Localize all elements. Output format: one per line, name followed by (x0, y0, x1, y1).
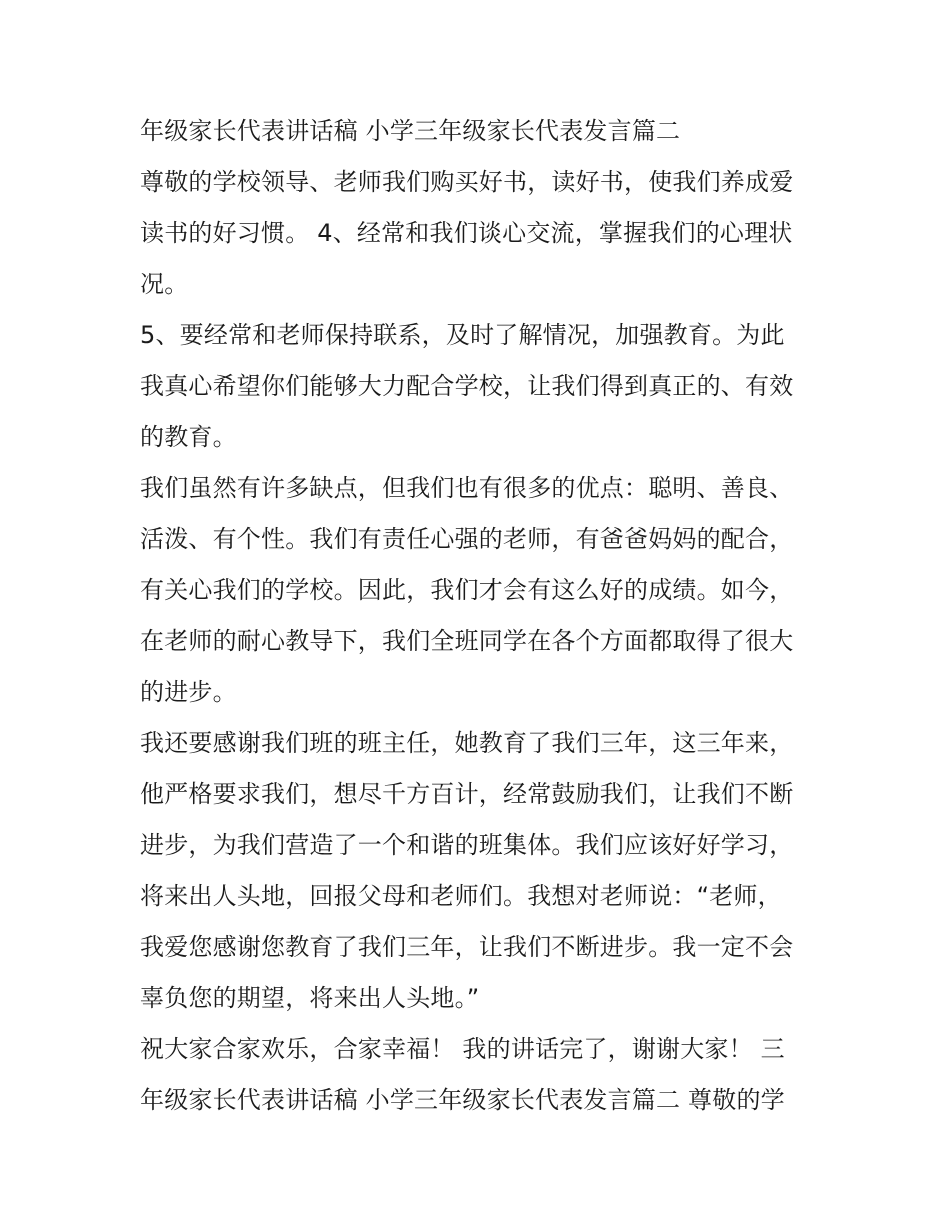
text-line: 进步，为我们营造了一个和谐的班集体。我们应该好好学习， (140, 831, 794, 859)
text-line: 我们虽然有许多缺点，但我们也有很多的优点：聪明、善良、 (140, 474, 794, 502)
text-line: 祝大家合家欢乐，合家幸福！ 我的讲话完了，谢谢大家！ 三 (140, 1035, 785, 1063)
text-line: 在老师的耐心教导下，我们全班同学在各个方面都取得了很大 (140, 627, 794, 655)
text-line: 况。 (140, 270, 189, 298)
text-line: 我真心希望你们能够大力配合学校，让我们得到真正的、有效 (140, 372, 794, 400)
text-line: 有关心我们的学校。因此，我们才会有这么好的成绩。如今， (140, 576, 794, 604)
document-body (140, 106, 820, 1126)
text-line: 5、要经常和老师保持联系，及时了解情况，加强教育。为此 (140, 321, 785, 349)
text-line: 他严格要求我们，想尽千方百计，经常鼓励我们，让我们不断 (140, 780, 794, 808)
text-line: 活泼、有个性。我们有责任心强的老师，有爸爸妈妈的配合， (140, 525, 794, 553)
text-line: 读书的好习惯。 4、经常和我们谈心交流，掌握我们的心理状 (140, 219, 793, 247)
text-line: 将来出人头地，回报父母和老师们。我想对老师说：“老师， (140, 882, 782, 910)
text-line: 年级家长代表讲话稿 小学三年级家长代表发言篇二 尊敬的学 (140, 1086, 785, 1114)
text-line: 尊敬的学校领导、老师我们购买好书，读好书，使我们养成爱 (140, 168, 794, 196)
text-line: 我还要感谢我们班的班主任，她教育了我们三年，这三年来， (140, 729, 794, 757)
text-line: 辜负您的期望，将来出人头地。” (140, 984, 480, 1012)
text-line: 的教育。 (140, 423, 237, 451)
text-line: 年级家长代表讲话稿 小学三年级家长代表发言篇二 (140, 117, 681, 145)
text-line: 我爱您感谢您教育了我们三年，让我们不断进步。我一定不会 (140, 933, 794, 961)
text-line: 的进步。 (140, 678, 237, 706)
